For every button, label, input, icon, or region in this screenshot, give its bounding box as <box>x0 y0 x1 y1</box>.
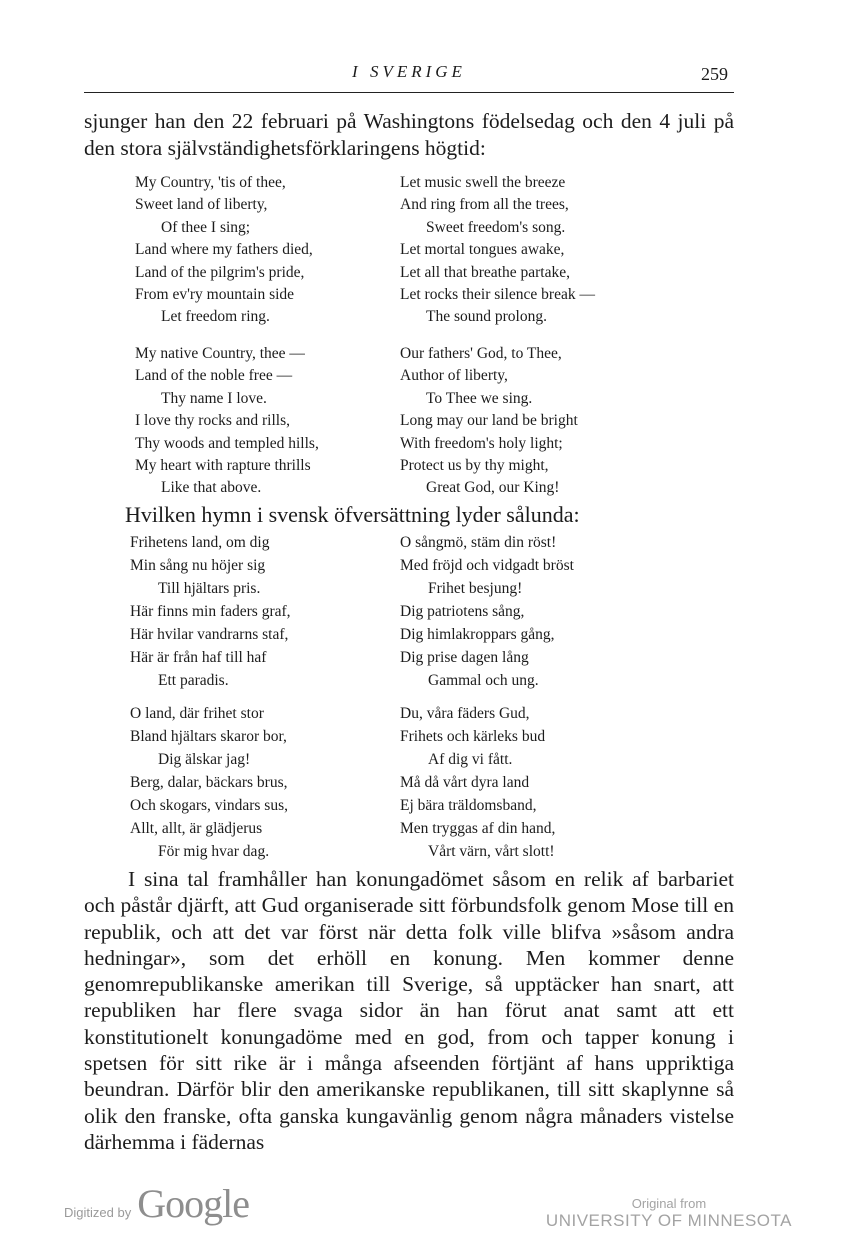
verse-line: Thy name I love. <box>161 389 267 407</box>
verse-line: Allt, allt, är glädjerus <box>130 820 263 837</box>
swedish-stanza-1 <box>130 531 291 692</box>
university-label: UNIVERSITY OF MINNESOTA <box>545 1211 792 1230</box>
english-stanza-1 <box>135 172 313 329</box>
verse-line: Här finns min faders graf, <box>130 603 291 620</box>
verse-line: Sweet freedom's song. <box>426 218 566 236</box>
english-stanza-2 <box>400 172 595 329</box>
verse-line: And ring from all the trees, <box>400 196 569 214</box>
english-stanza-3 <box>135 343 319 500</box>
verse-line: Long may our land be bright <box>400 412 578 430</box>
verse-line: Let music swell the breeze <box>400 174 566 191</box>
verse-line: Let freedom ring. <box>161 308 270 326</box>
verse-line: Our fathers' God, to Thee, <box>400 345 562 362</box>
verse-line: From ev'ry mountain side <box>135 285 295 303</box>
verse-line: Let rocks their silence break — <box>400 285 595 303</box>
verse-line: Här hvilar vandrarns staf, <box>130 626 289 643</box>
english-stanza-4 <box>400 343 578 500</box>
verse-line: Thy woods and templed hills, <box>135 434 319 452</box>
translation-heading: Hvilken hymn i svensk öfversättning lyder sålunda: <box>125 502 580 527</box>
verse-line: Frihetens land, om dig <box>130 534 270 551</box>
running-title: I SVERIGE <box>352 62 466 81</box>
verse-line: With freedom's holy light; <box>400 434 563 452</box>
verse-line: I love thy rocks and rills, <box>135 412 290 430</box>
verse-line: The sound prolong. <box>426 308 547 326</box>
verse-line: Sweet land of liberty, <box>135 196 268 214</box>
verse-line: O sångmö, stäm din röst! <box>400 534 557 551</box>
digitized-by-google <box>64 1180 249 1227</box>
original-from-label: Original from <box>631 1196 707 1211</box>
verse-line: My heart with rapture thrills <box>135 456 311 474</box>
verse-line: Ett paradis. <box>158 672 229 689</box>
swedish-stanza-2 <box>400 531 574 692</box>
verse-line: My Country, 'tis of thee, <box>135 174 286 191</box>
verse-line: Dig älskar jag! <box>158 751 251 768</box>
verse-line: Berg, dalar, bäckars brus, <box>130 774 288 791</box>
verse-line: Här är från haf till haf <box>130 649 267 666</box>
verse-line: Let mortal tongues awake, <box>400 241 565 259</box>
verse-line: Of thee I sing; <box>161 218 251 236</box>
source-attribution <box>546 1196 792 1231</box>
verse-line: Gammal och ung. <box>428 672 539 689</box>
verse-line: Great God, our King! <box>426 479 560 497</box>
verse-line: O land, där frihet stor <box>130 705 264 722</box>
verse-line: Dig patriotens sång, <box>400 603 525 620</box>
verse-line: Protect us by thy might, <box>400 456 549 474</box>
swedish-stanza-3 <box>130 702 288 863</box>
verse-line: Af dig vi fått. <box>428 751 513 768</box>
intro-paragraph: sjunger han den 22 februari på Washingtons födelsedag och den 4 juli på den stora självständighetsförklaringens högtid: <box>84 109 734 160</box>
verse-line: Frihets och kärleks bud <box>400 728 546 745</box>
verse-line: Land of the noble free — <box>135 367 293 385</box>
verse-line: Let all that breathe partake, <box>400 263 570 281</box>
verse-line: My native Country, thee — <box>135 345 305 362</box>
verse-line: Frihet besjung! <box>428 580 523 597</box>
swedish-stanza-4 <box>400 702 555 863</box>
verse-line: Du, våra fäders Gud, <box>400 705 530 722</box>
verse-line: To Thee we sing. <box>426 389 533 407</box>
page-number: 259 <box>701 64 728 84</box>
verse-line: Må då vårt dyra land <box>400 774 530 791</box>
digitized-by-label: Digitized by <box>64 1205 132 1220</box>
verse-line: Bland hjältars skaror bor, <box>130 728 287 745</box>
verse-line: Like that above. <box>161 479 262 497</box>
verse-line: Dig himlakroppars gång, <box>400 626 555 643</box>
verse-line: Och skogars, vindars sus, <box>130 797 288 814</box>
running-header <box>84 60 734 93</box>
verse-line: Min sång nu höjer sig <box>130 557 266 574</box>
verse-line: Till hjältars pris. <box>158 580 261 597</box>
verse-line: För mig hvar dag. <box>158 843 270 860</box>
google-logo: Google <box>137 1181 249 1226</box>
closing-paragraph: I sina tal framhåller han konungadömet såsom en relik af barbariet och påstår djärft, att Gud organiserade sitt förbundsfolk genom Mose till en republik, och att det var först när detta folk ville blifva »såsom andra hedningar», som det erhöll en konung. Men kommer denne genomrepublikanske amerikan till Sverige, så upptäcker han snart, att republiken har flere svaga sidor än han förut anat samt att ett konstitutionelt konungadöme med en god, from och tapper konung i spetsen för sitt rike är i många afseenden förtjänt af hans uppriktiga beundran. Därför blir den amerikanske republikanen, till sitt skaplynne så olik den franske, ofta ganska kungavänlig genom några månaders vistelse därhemma i fädernas <box>84 867 734 1154</box>
verse-line: Land of the pilgrim's pride, <box>135 263 305 281</box>
verse-line: Author of liberty, <box>400 367 508 385</box>
verse-line: Med fröjd och vidgadt bröst <box>400 557 574 574</box>
verse-line: Men tryggas af din hand, <box>400 820 556 837</box>
verse-line: Vårt värn, vårt slott! <box>428 843 555 860</box>
verse-line: Ej bära träldomsband, <box>400 797 537 814</box>
verse-line: Land where my fathers died, <box>135 241 313 259</box>
verse-line: Dig prise dagen lång <box>400 649 529 666</box>
